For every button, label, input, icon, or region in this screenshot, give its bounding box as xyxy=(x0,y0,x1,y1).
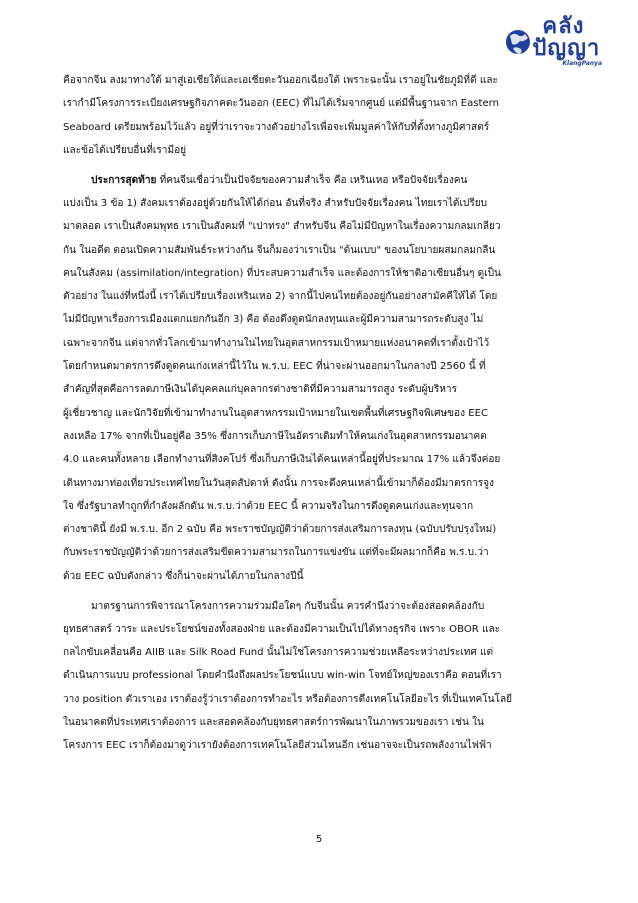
text-line: Seaboard เตรียมพร้อมไว้แล้ว อยู่ที่ว่าเราจะวางตัวอย่างไรเพื่อจะเพิ่มมูลค่าให้กับที่ตั้งทางภูมิศาสตร์ xyxy=(63,121,490,133)
text-line: มาตรฐานการพิจารณาโครงการความร่วมมือใดๆ กับจีนนั้น ควรคำนึงว่าจะต้องสอดคล้องกับ xyxy=(91,600,485,612)
document-body xyxy=(63,69,571,758)
text-line: ยุทธศาสตร์ วาระ และประโยชน์ของทั้งสองฝ่าย และต้องมีความเป็นไปได้ทางธุรกิจ เพราะ OBOR และ xyxy=(63,623,501,635)
text-line: ดำเนินการแบบ professional โดยคำนึงถึงผลประโยชน์แบบ win-win โจทย์ใหญ่ของเราคือ ตอนที่เรา xyxy=(63,670,502,682)
text-line: ใจ ซึ่งรัฐบาลทำถูกที่กำลังผลักดัน พ.ร.บ.ว่าด้วย EEC นี้ ความจริงในการดึงดูดคนเก่งและทุนจาก xyxy=(63,500,474,512)
logo-word-klang: คลัง xyxy=(542,14,585,39)
text-line: วาง position ตัวเราเอง เราต้องรู้ว่าเราต้องการทำอะไร หรือต้องการดึงเทคโนโลยีอะไร ที่เป็นเทคโนโลยี xyxy=(63,693,513,705)
text-line: เรากำมีโครงการระเบียงเศรษฐกิจภาคตะวันออก (EEC) ที่ไม่ได้เริ่มจากศูนย์ แต่มีพื้นฐานจาก Eastern xyxy=(63,98,500,110)
globe-icon xyxy=(504,20,532,64)
text-line: คือจากจีน ลงมาทางใต้ มาสู่เอเชียใต้และเอเชียตะวันออกเฉียงใต้ เพราะฉะนั้น เราอยู่ในชัยภูมิที่ดี และ xyxy=(63,75,498,86)
text-line: แบ่งเป็น 3 ข้อ 1) สังคมเราต้องอยู่ด้วยกันให้ได้ก่อน อันที่จริง สำหรับปัจจัยเรื่องคน ไทยเราได้เปรียบ xyxy=(63,197,488,209)
klangpanya-logo xyxy=(504,16,602,67)
text-line: สำคัญที่สุดคือการลดภาษีเงินได้บุคคลแก่บุคลากรต่างชาติที่มีความสามารถสูง ระดับผู้บริหาร xyxy=(63,384,457,396)
text-line: ผู้เชี่ยวชาญ และนักวิจัยที่เข้ามาทำงานในอุตสาหกรรมเป้าหมายในเขตพื้นที่เศรษฐกิจพิเศษของ EEC xyxy=(63,407,489,419)
logo-word-panya: ปัญญา xyxy=(532,36,601,61)
paragraph xyxy=(63,169,571,588)
paragraph xyxy=(63,69,571,162)
text-line: ลงเหลือ 17% จากที่เป็นอยู่คือ 35% ซึ่งการเก็บภาษีในอัตราเดิมทำให้คนเก่งในอุตสาหกรรมอนาคต xyxy=(63,430,487,442)
text-line: กัน ในอดีต ตอนเปิดความสัมพันธ์ระหว่างกัน จีนก็มองว่าเราเป็น "ต้นแบบ" ของนโยบายผสมกลมกลืน xyxy=(63,244,496,256)
bold-lead: ประการสุดท้าย xyxy=(91,174,157,186)
text-line: 4.0 และคนทั้งหลาย เลือกทำงานที่สิงคโปร์ ซึ่งเก็บภาษีเงินได้คนเหล่านี้อยู่ที่ประมาณ 17% แล้วจึงค่อย xyxy=(63,454,501,466)
text-line: โครงการ EEC เราก็ต้องมาดูว่าเรายังต้องการเทคโนโลยีส่วนไหนอีก เช่นอาจจะเป็นรถพลังงานไฟฟ้า xyxy=(63,740,492,752)
page-number: 5 xyxy=(315,834,323,845)
text-line: ด้วย EEC ฉบับดังกล่าว ซึ่งก็น่าจะผ่านได้ภายในกลางปีนี้ xyxy=(63,570,304,582)
logo-subtitle: KlangPanya xyxy=(562,60,602,67)
line-text: ที่คนจีนเชื่อว่าเป็นปัจจัยของความสำเร็จ คือ เหรินเหอ หรือปัจจัยเรื่องคน xyxy=(156,174,468,186)
text-line: กลไกขับเคลื่อนคือ AIIB และ Silk Road Fund นั้นไม่ใช่โครงการความช่วยเหลือระหว่างประเทศ แต่ xyxy=(63,647,494,659)
text-line: และข้อได้เปรียบอื่นที่เรามีอยู่ xyxy=(63,144,187,156)
text-line: มาตลอด เราเป็นสังคมพุทธ เราเป็นสังคมที่ "เปาทรง" สำหรับจีน คือไม่มีปัญหาในเรื่องความกลมเกลียว xyxy=(63,221,501,233)
text-line: ต่างชาตินี้ ยังมี พ.ร.บ. อีก 2 ฉบับ คือ พระราชบัญญัติว่าด้วยการส่งเสริมการลงทุน (ฉบับปรับปรุงใหม่) xyxy=(63,524,497,536)
text-line xyxy=(63,169,571,192)
paragraph xyxy=(63,595,571,758)
text-line: โดยกำหนดมาตรการดึงดูดคนเก่งเหล่านี้ไว้ใน พ.ร.บ. EEC ที่น่าจะผ่านออกมาในกลางปี 2560 นี้ ที่ xyxy=(63,361,486,373)
text-line: ไม่มีปัญหาเรื่องการเมืองแตกแยกกันอีก 3) คือ ต้องดึงดูดนักลงทุนและผู้มีความสามารถระดับสูง ไม่ xyxy=(63,314,484,326)
text-line: คนในสังคม (assimilation/integration) ที่ประสบความสำเร็จ และต้องการให้ชาติอาเซียนอื่นๆ ดูเป็น xyxy=(63,267,501,279)
text-line: เฉพาะจากจีน แต่จากทั่วโลกเข้ามาทำงานในไทยในอุตสาหกรรมเป้าหมายแห่งอนาคตที่เราตั้งเป้าไว้ xyxy=(63,337,490,349)
text-line: ในอนาคตที่ประเทศเราต้องการ และสอดคล้องกับยุทธศาสตร์การพัฒนาในภาพรวมของเรา เช่น ใน xyxy=(63,717,484,729)
text-line: ตัวอย่าง ในแง่ที่หนึ่งนี้ เราได้เปรียบเรื่องเหรินเหอ 2) จากนี้ไปคนไทยต้องอยู่กันอย่างสามัคคีให้ได้ โดย xyxy=(63,291,498,303)
text-line: เดินทางมาท่องเที่ยวประเทศไทยในวันสุดสัปดาห์ ดังนั้น การจะดึงคนเหล่านี้เข้ามาก็ต้องมีมาตรการจูง xyxy=(63,477,494,489)
text-line: กับพระราชบัญญัติว่าด้วยการส่งเสริมขีดความสามารถในการแข่งขัน แต่ที่จะมีผลมากก็คือ พ.ร.บ.ว่า xyxy=(63,547,489,559)
